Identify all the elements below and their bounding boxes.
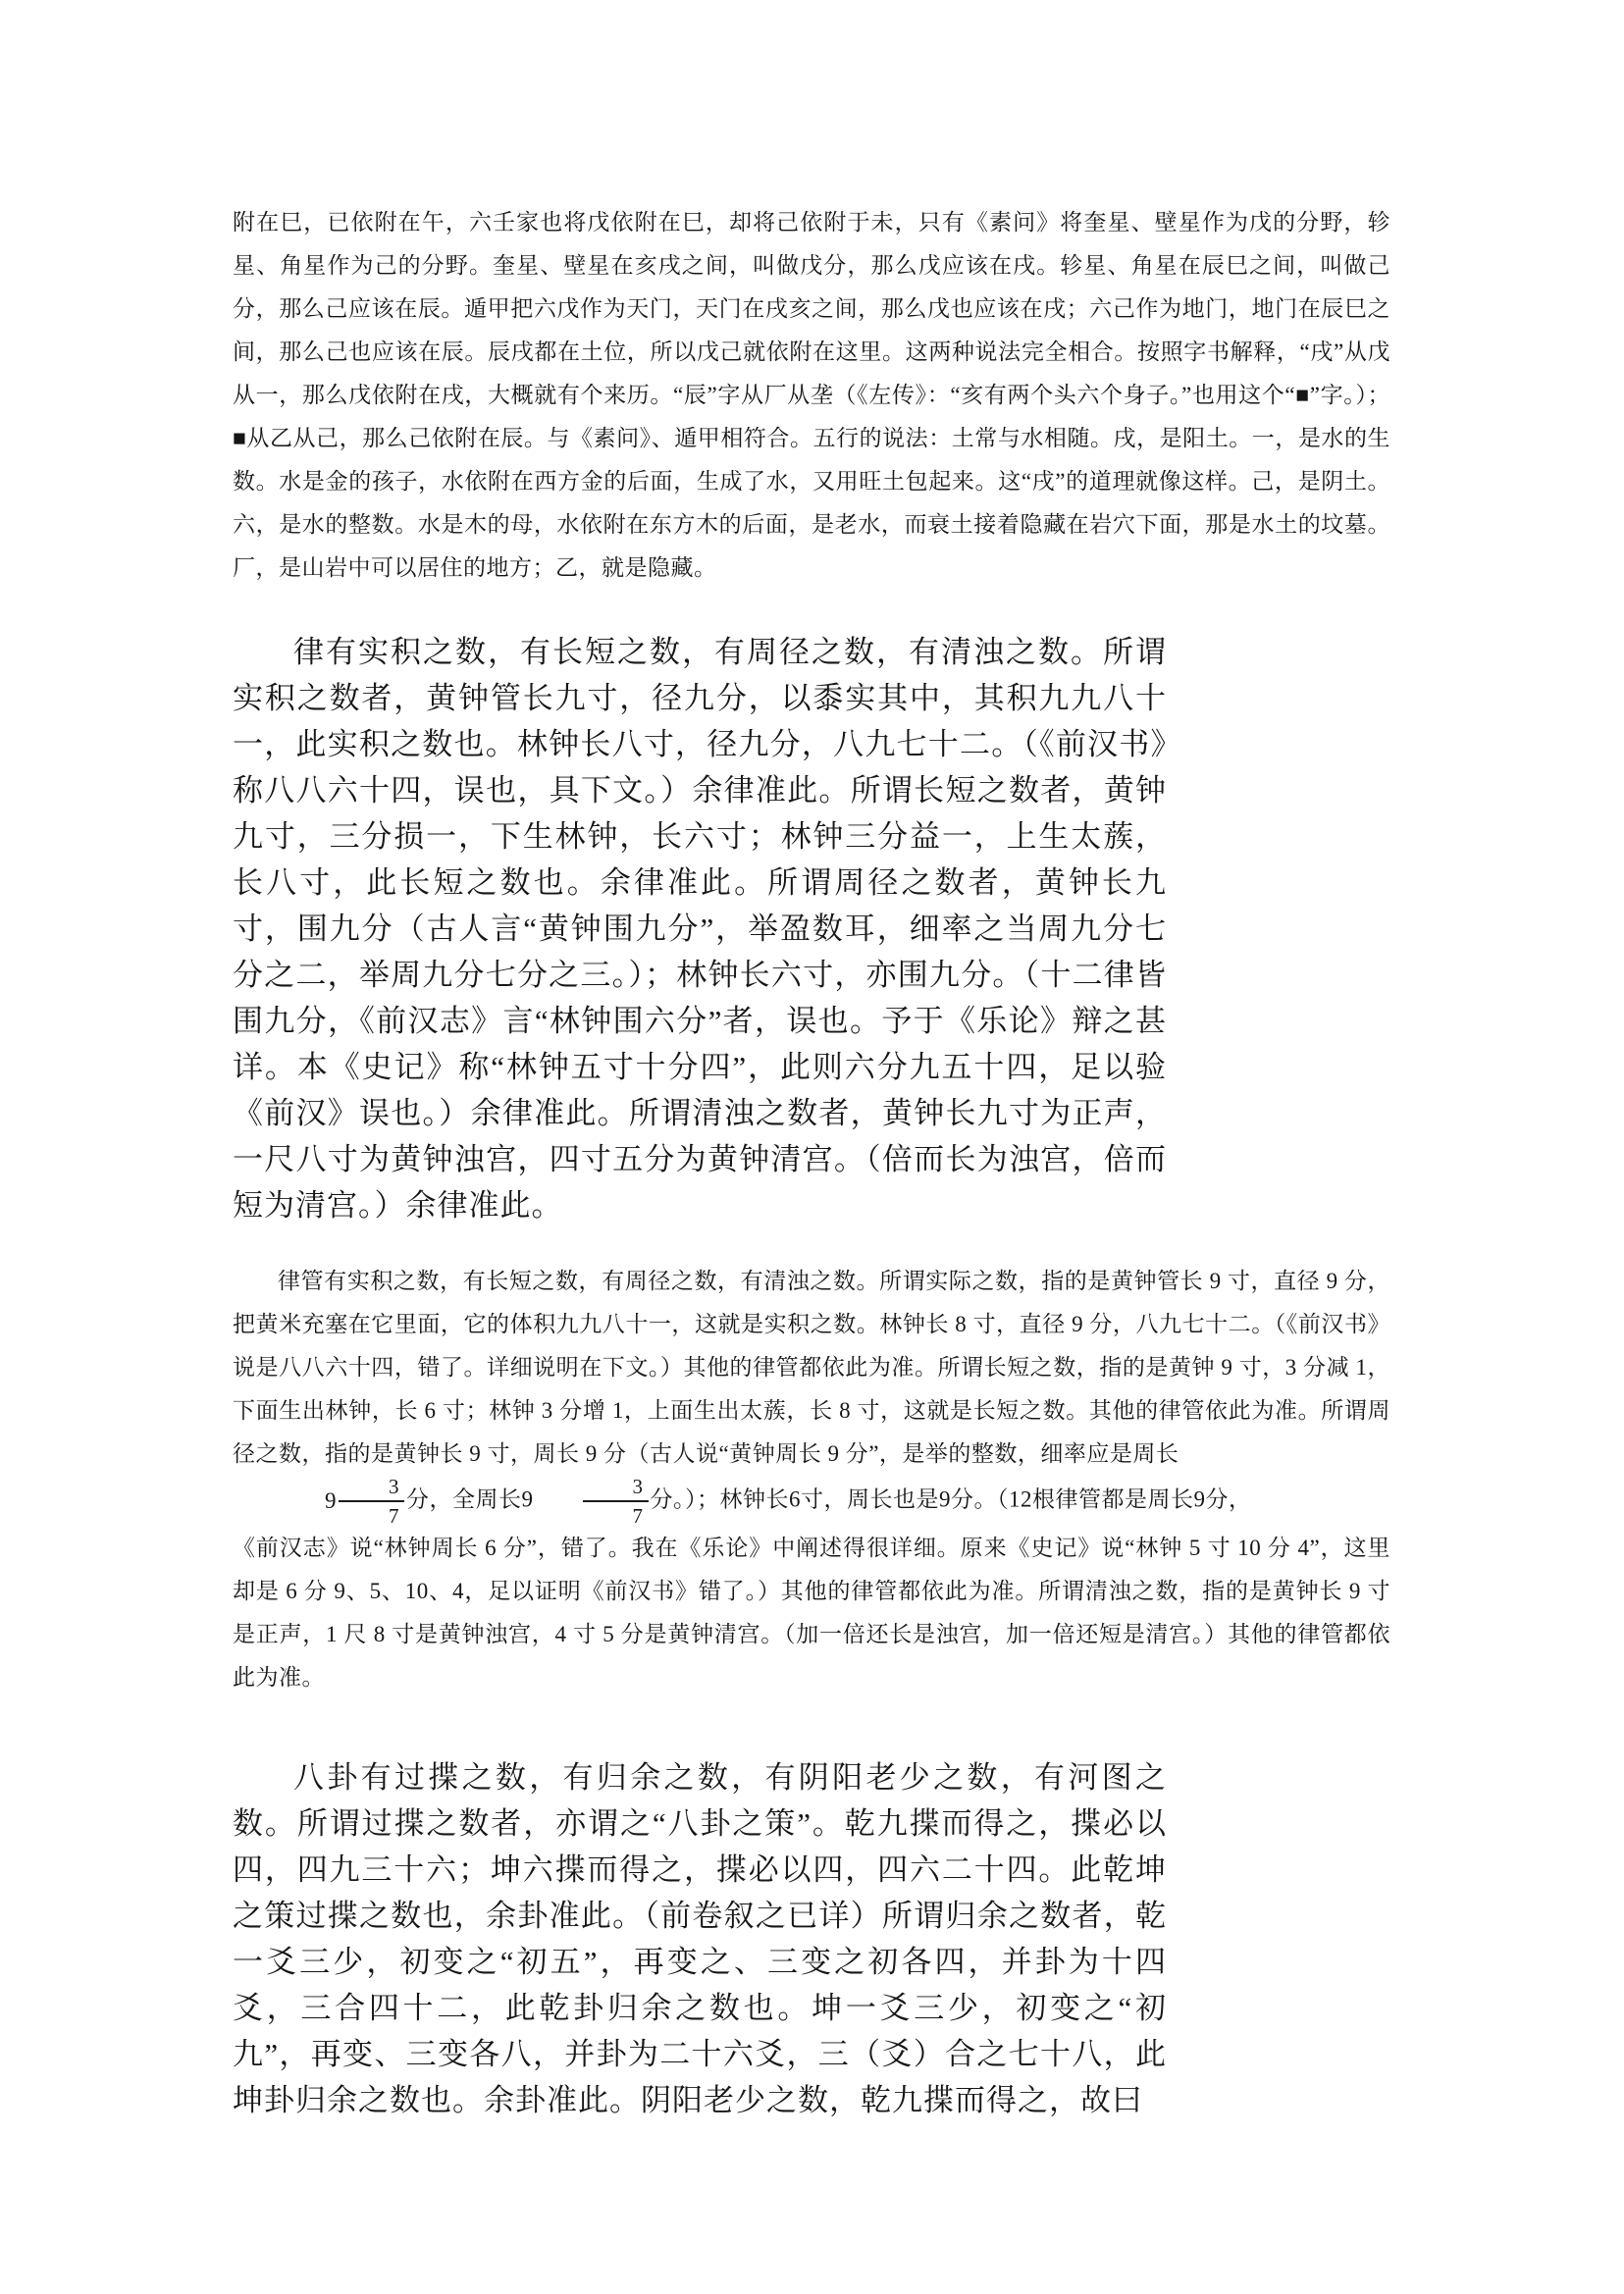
paragraph-commentary-wuji: 附在巳，已依附在午，六壬家也将戊依附在巳，却将己依附于未，只有《素问》将奎星、壁星作为戊的分野，轸星、角星作为己的分野。奎星、壁星在亥戌之间，叫做戊分，那么戊应该在戌。轸星、角星在辰巳之间，叫做己分，那么己应该在辰。遁甲把六戊作为天门，天门在戌亥之间，那么戊也应该在戌；六己作为地门，地门在辰巳之间，那么己也应该在辰。辰戌都在土位，所以戊己就依附在这里。这两种说法完全相合。按照字书解释，“戌”从戊从一，那么戊依附在戌，大概就有个来历。“辰”字从厂从垄（《左传》：“亥有两个头六个身子。”也用这个“■”字。）；■从乙从己，那么己依附在辰。与《素问》、遁甲相符合。五行的说法：土常与水相随。戌，是阳土。一，是水的生数。水是金的孩子，水依附在西方金的后面，生成了水，又用旺土包起来。这“戌”的道理就像这样。己，是阴土。六，是水的整数。水是木的母，水依附在东方木的后面，是老水，而衰土接着隐藏在岩穴下面，那是水土的坟墓。厂，是山岩中可以居住的地方；乙，就是隐藏。 [233, 210, 1390, 580]
inline-fraction: 9 $\frac{3}{7}$ [235, 1476, 404, 1527]
paragraph-classical-bagua-numbers: 八卦有过揲之数，有归余之数，有阴阳老少之数，有河图之数。所谓过揲之数者，亦谓之“八卦之策”。乾九揲而得之，揲必以四，四九三十六；坤六揲而得之，揲必以四，四六二十四。此乾坤之策过揲之数也，余卦准此。（前卷叙之已详）所谓归余之数者，乾一爻三少，初变之“初五”，再变之、三变之初各四，并卦为十四爻，三合四十二，此乾卦归余之数也。坤一爻三少，初变之“初九”，再变、三变各八，并卦为二十六爻，三（爻）合之七十八，此坤卦归余之数也。余卦准此。阴阳老少之数，乾九揲而得之，故曰 [233, 1760, 1168, 2118]
inline-fraction: $\frac{3}{7}$ [536, 1476, 649, 1527]
paragraph-translation-lv-numbers: 律管有实积之数，有长短之数，有周径之数，有清浊之数。所谓实际之数，指的是黄钟管长 9 寸，直径 9 分，把黄米充塞在它里面，它的体积九九八十一，这就是实积之数。林钟长 8 寸，直径 9 分，八九七十二。（《前汉书》说是八八六十四，错了。详细说明在下文。）其他的律管都依此为准。所谓长短之数，指的是黄钟 9 寸，3 分减 1，下面生出林钟，长 6 寸；林钟 3 分增 1，上面生出太蔟，长 8 寸，这就是长短之数。其他的律管依此为准。所谓周径之数，指的是黄钟长 9 寸，周长 9 分（古人说“黄钟周长 9 分”，是举的整数，细率应是周长 9 $\frac{3}{7}$ 分，全周长9 $\frac{3}{7}$ 分。）；林钟长6寸，周长也是9分。（12根律管都是周长9分， 《前汉志》说“林钟周长 6 分”，错了。我在《乐论》中阐述得很详细。原来《史记》说“林钟 5 寸 10 分 4”，这里却是 6 分 9、5、10、4，足以证明《前汉书》错了。）其他的律管都依此为准。所谓清浊之数，指的是黄钟长 9 寸是正声，1 尺 8 寸是黄钟浊宫，4 寸 5 分是黄钟清宫。（加一倍还长是浊宫，加一倍还短是清宫。）其他的律管都依此为准。 [233, 1269, 1391, 1691]
paragraph-classical-lv-numbers: 律有实积之数，有长短之数，有周径之数，有清浊之数。所谓实积之数者，黄钟管长九寸，径九分，以黍实其中，其积九九八十一，此实积之数也。林钟长八寸，径九分，八九七十二。（《前汉书》称八八六十四，误也，具下文。）余律准此。所谓长短之数者，黄钟九寸，三分损一，下生林钟，长六寸；林钟三分益一，上生太蔟，长八寸，此长短之数也。余律准此。所谓周径之数者，黄钟长九寸，围九分（古人言“黄钟围九分”，举盈数耳，细率之当周九分七分之二，举周九分七分之三。）；林钟长六寸，亦围九分。（十二律皆围九分，《前汉志》言“林钟围六分”者，误也。予于《乐论》辩之甚详。本《史记》称“林钟五寸十分四”，此则六分九五十四，足以验《前汉》误也。）余律准此。所谓清浊之数者，黄钟长九寸为正声，一尺八寸为黄钟浊宫，四寸五分为黄钟清宫。（倍而长为浊宫，倍而短为清宫。）余律准此。 [233, 635, 1167, 1223]
page-content [233, 201, 1390, 2123]
